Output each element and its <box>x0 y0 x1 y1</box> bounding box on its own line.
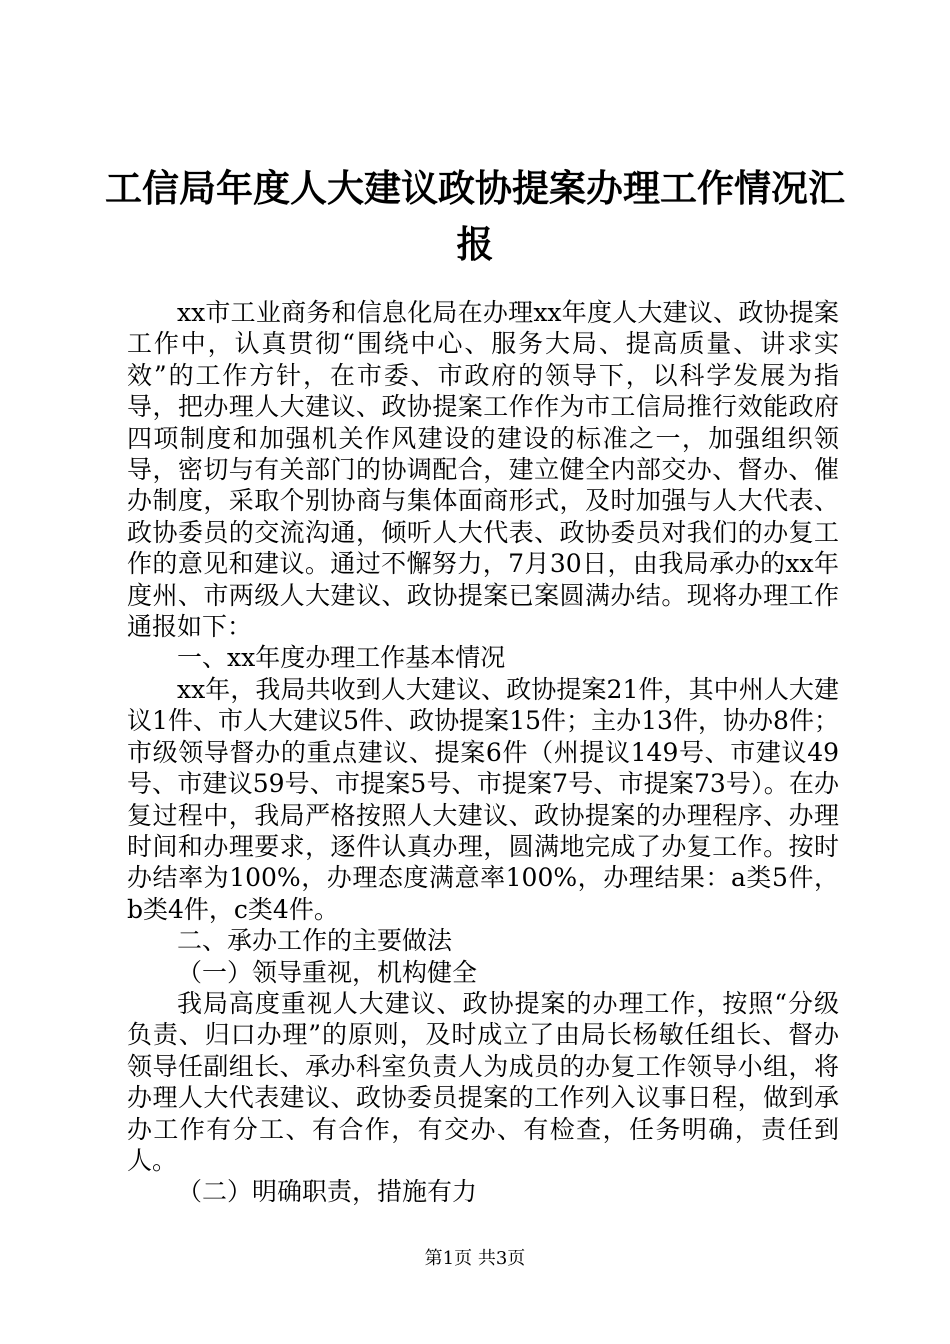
paragraph-leadership: 我局高度重视人大建议、政协提案的办理工作，按照“分级负责、归口办理”的原则，及时成立了由局长杨敏任组长、督办领导任副组长、承办科室负责人为成员的办复工作领导小组，将办理人大代表建议、政协委员提案的工作列入议事日程，做到承办工作有分工、有合作，有交办、有检查，任务明确，责任到人。 <box>127 988 839 1175</box>
subsection-heading-1: （一）领导重视，机构健全 <box>177 957 478 987</box>
page-number-footer: 第1页 共3页 <box>424 1248 526 1269</box>
paragraph-intro: xx市工业商务和信息化局在办理xx年度人大建议、政协提案工作中，认真贯彻“围绕中心、服务大局、提高质量、讲求实效”的工作方针，在市委、市政府的领导下，以科学发展为指导，把办理人大建议、政协提案工作作为市工信局推行效能政府四项制度和加强机关作风建设的建设的标准之一，加强组织领导，密切与有关部门的协调配合，建立健全内部交办、督办、催办制度，采取个别协商与集体面商形式，及时加强与人大代表、政协委员的交流沟通，倾听人大代表、政协委员对我们的办复工作的意见和建议。通过不懈努力，7月30日，由我局承办的xx年度州、市两级人大建议、政协提案已案圆满办结。现将办理工作通报如下： <box>127 298 839 642</box>
section-heading-2: 二、承办工作的主要做法 <box>177 926 453 956</box>
section-heading-1: 一、xx年度办理工作基本情况 <box>177 643 506 673</box>
document-title: 工信局年度人大建议政协提案办理工作情况汇报 <box>105 166 845 266</box>
paragraph-basic-situation: xx年，我局共收到人大建议、政协提案21件，其中州人大建议1件、市人大建议5件、政协提案15件；主办13件，协办8件；市级领导督办的重点建议、提案6件（州提议149号、市建议49号、市建议59号、市提案5号、市提案7号、市提案73号）。在办复过程中，我局严格按照人大建议、政协提案的办理程序、办理时间和办理要求，逐件认真办理，圆满地完成了办复工作。按时办结率为100%，办理态度满意率100%，办理结果：a类5件，b类4件，c类4件。 <box>127 674 839 924</box>
document-body <box>127 297 839 1208</box>
subsection-heading-2: （二）明确职责，措施有力 <box>177 1177 478 1207</box>
